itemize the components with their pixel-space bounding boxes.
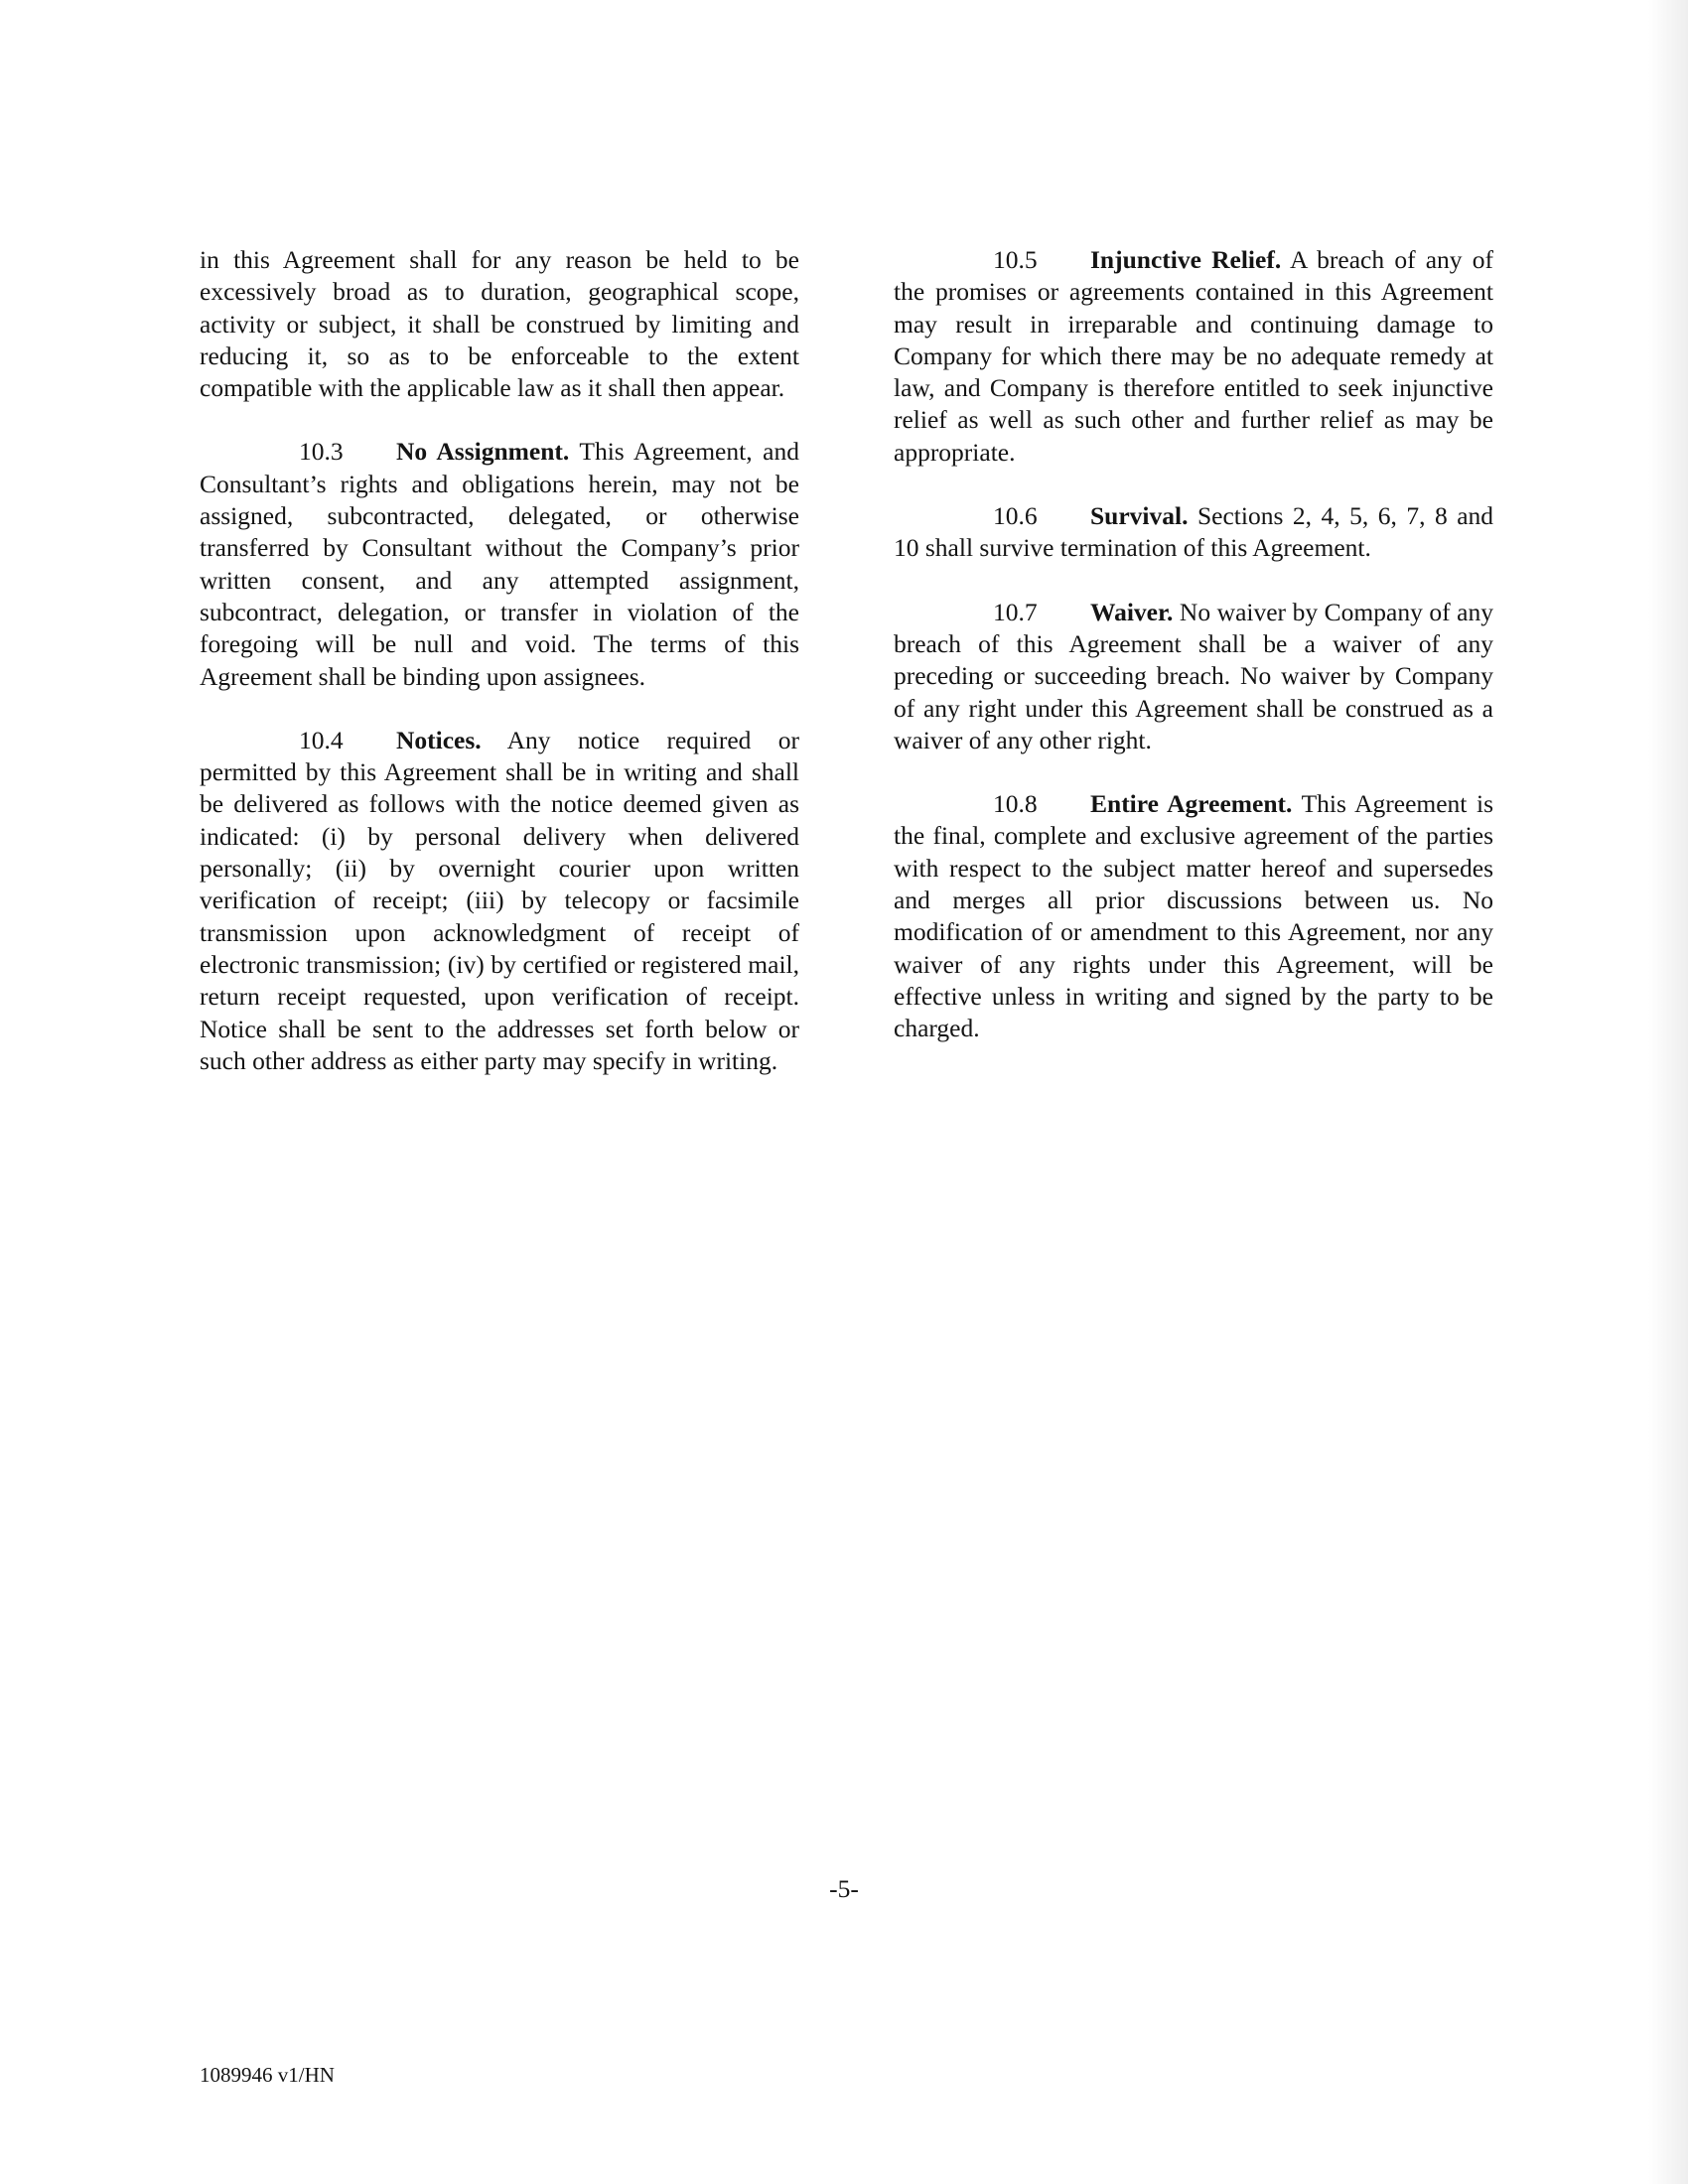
section-10-3 <box>200 436 799 692</box>
section-10-8 <box>894 788 1493 1044</box>
left-column <box>200 244 799 1109</box>
section-heading: Injunctive Relief. <box>1090 245 1282 274</box>
continuation-paragraph: in this Agreement shall for any reason be held to be excessively broad as to duration, geographical scope, activity or subject, it shall be construed by limiting and reducing it, so as to be enforceable to the extent compatible with the applicable law as it shall then appear. <box>200 245 799 403</box>
section-number: 10.7 <box>993 597 1038 626</box>
section-10-4 <box>200 725 799 1077</box>
scan-edge-shading <box>1648 0 1688 2184</box>
section-text: This Agreement, and Consultant’s rights and obligations herein, may not be assigned, subcontracted, delegated, or otherwise transferred by Consultant without the Company’s prior written consent, and any attempted assignment, subcontract, delegation, or transfer in violation of the foregoing will be null and void. The terms of this Agreement shall be binding upon assignees. <box>200 437 799 691</box>
section-number: 10.5 <box>993 245 1038 274</box>
section-text: Sections 2, 4, 5, 6, 7, 8 and 10 shall survive termination of this Agreement. <box>894 501 1494 563</box>
section-text: No waiver by Company of any breach of this Agreement shall be a waiver of any preceding or succeeding breach. No waiver by Company of any right under this Agreement shall be construed as a waiver of any other right. <box>894 597 1493 754</box>
section-number: 10.3 <box>299 437 344 467</box>
section-heading: Notices. <box>396 725 482 754</box>
section-number: 10.6 <box>993 501 1038 531</box>
section-number: 10.8 <box>993 789 1038 819</box>
section-10-7 <box>894 597 1493 756</box>
section-heading: Waiver. <box>1090 597 1174 626</box>
section-heading: Entire Agreement. <box>1090 789 1293 819</box>
section-text: A breach of any of the promises or agreements contained in this Agreement may result in irreparable and continuing damage to Company for which there may be no adequate remedy at law, and Company is therefore entitled to seek injunctive relief as well as such other and further relief as may be appropriate. <box>894 245 1493 467</box>
section-10-6 <box>894 500 1493 565</box>
right-column <box>894 244 1493 1077</box>
page-number: -5- <box>829 1874 859 1903</box>
document-id: 1089946 v1/HN <box>200 2063 335 2087</box>
section-heading: Survival. <box>1090 501 1189 531</box>
section-heading: No Assignment. <box>396 437 570 467</box>
section-text: Any notice required or permitted by this Agreement shall be in writing and shall be delivered as follows with the notice deemed given as indicated: (i) by personal delivery when delivered personally; (ii) by overnight courier upon written verification of receipt; (iii) by telecopy or facsimile transmission upon acknowledgment of receipt of electronic transmission; (iv) by certified or registered mail, return receipt requested, upon verification of receipt. Notice shall be sent to the addresses set forth below or such other address as either party may specify in writing. <box>200 725 799 1075</box>
section-number: 10.4 <box>299 725 344 754</box>
section-10-5 <box>894 244 1493 469</box>
section-text: This Agreement is the final, complete and exclusive agreement of the parties with respect to the subject matter hereof and supersedes and merges all prior discussions between us. No modification of or amendment to this Agreement, nor any waiver of any rights under this Agreement, will be effective unless in writing and signed by the party to be charged. <box>894 789 1494 1043</box>
